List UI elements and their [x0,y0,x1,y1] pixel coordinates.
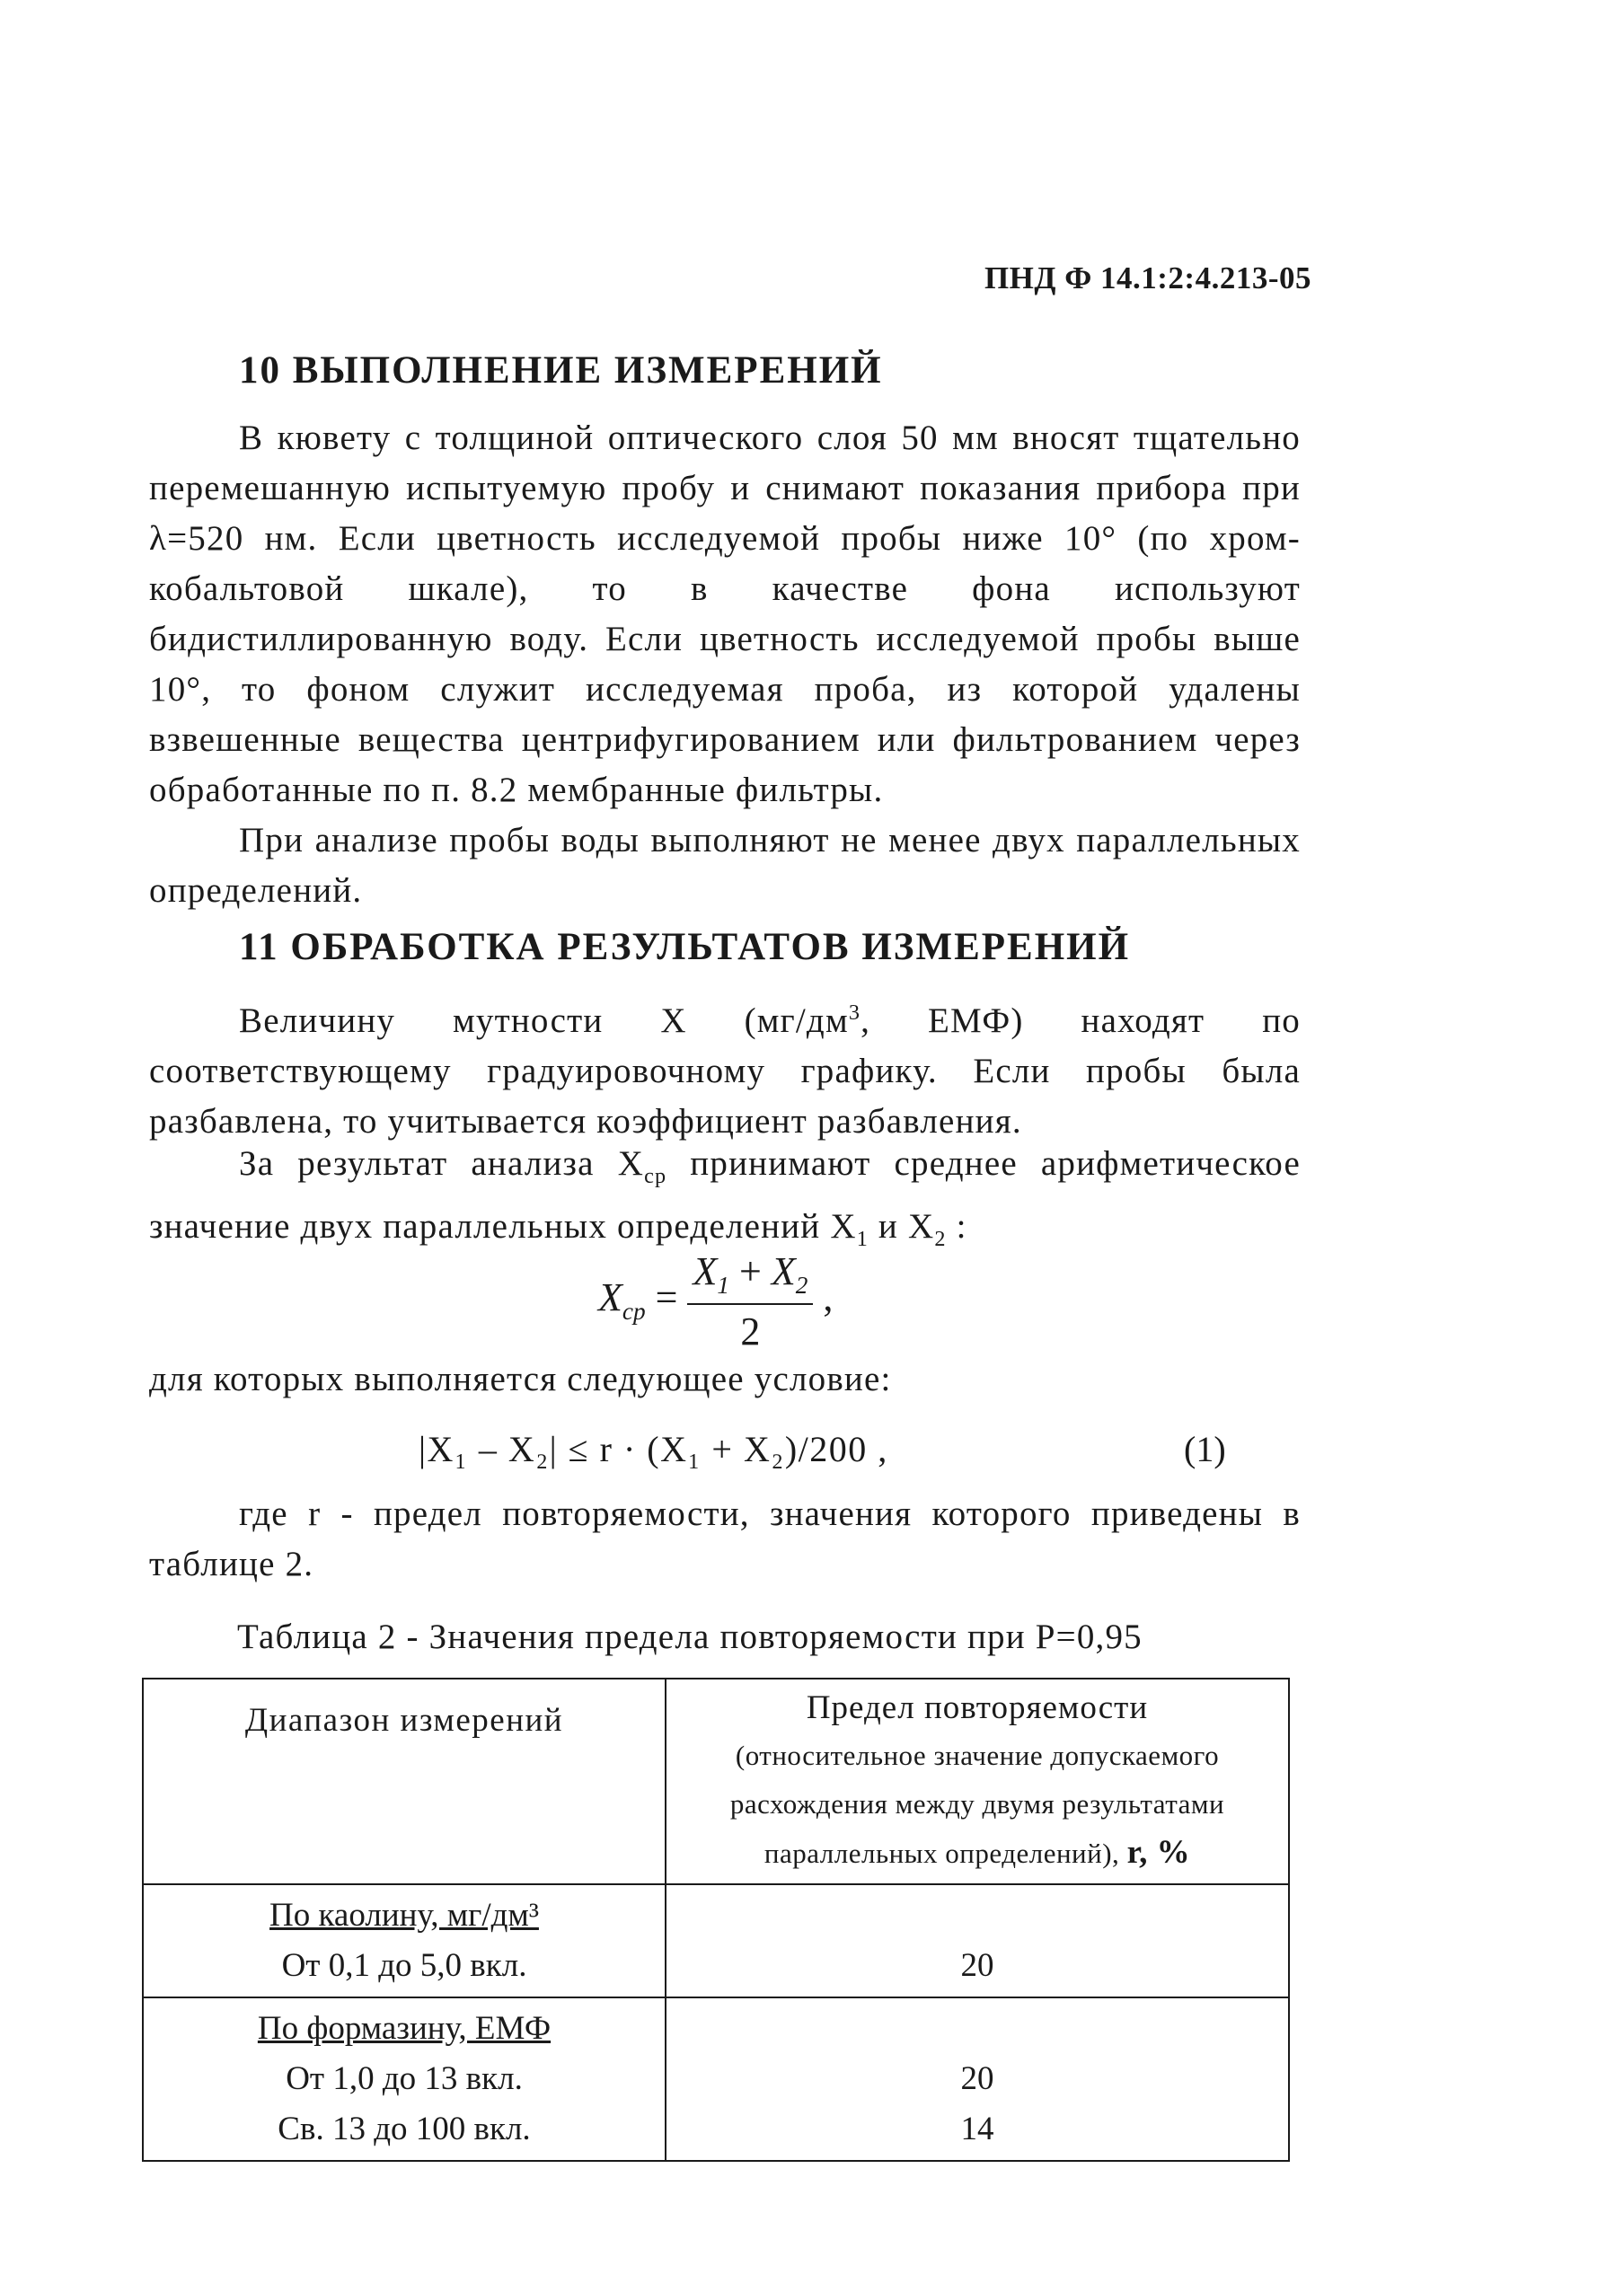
group-kaolin-values: 20 [666,1884,1289,1997]
col2-header: Предел повторяемости (относительное значение допускаемого расхождения между двумя результатами параллельных определений), r, % [666,1679,1289,1884]
document-code: ПНД Ф 14.1:2:4.213-05 [984,260,1311,295]
group-kaolin: По каолину, мг/дм³ От 0,1 до 5,0 вкл. [143,1884,666,1997]
col1-header: Диапазон измерений [143,1679,666,1884]
section-11-paragraph-2: За результат анализа $Х_{ср}$ принимают среднее арифметическое значение двух параллельных определений $Х_1$ и $Х_2$ : [149,1144,1301,1251]
where-clause: где r - предел повторяемости, значения которого приведены в таблице 2. [149,1494,1301,1583]
section-10-paragraph-2: При анализе пробы воды выполняют не менее двух параллельных определений. [149,821,1301,910]
group-formazin: По формазину, ЕМФ От 1,0 до 13 вкл. Св. 13 до 100 вкл. [143,1997,666,2161]
group-formazin-values: 20 14 [666,1997,1289,2161]
section-10-title: 10 ВЫПОЛНЕНИЕ ИЗМЕРЕНИЙ [239,349,883,392]
table-caption: Таблица 2 - Значения предела повторяемости при Р=0,95 [237,1618,1143,1656]
equation-number: (1) [1184,1429,1226,1469]
table-header-row [143,1679,1289,1884]
formula-fraction: $\frac{X_1 + X_2}{2}$ [687,1248,813,1354]
section-11-title: 11 ОБРАБОТКА РЕЗУЛЬТАТОВ ИЗМЕРЕНИЙ [239,926,1131,968]
condition-equation: |Х₁ – Х₂| ≤ r · (Х₁ + Х₂)/200 , [419,1429,888,1469]
section-10-paragraph-1: В кювету с толщиной оптического слоя 50 мм вносят тщательно перемешанную испытуемую пробу и снимают показания прибора при λ=520 нм. Если цветность исследуемой пробы ниже 10° (по хром-кобальтовой шкале), то в качестве фона используют бидистиллированную воду. Если цветность исследуемой пробы выше 10°, то фоном служит исследуемая проба, из которой удалены взвешенные вещества центрифугированием или фильтрованием через обработанные по п. 8.2 мембранные фильтры. [149,419,1301,809]
repeatability-table [142,1678,1290,2162]
table-row [143,1884,1289,1997]
condition-intro: для которых выполняется следующее условие: [149,1360,892,1398]
section-11-paragraph-1: Величину мутности Х ($мг/дм^3$, ЕМФ) находят по соответствующему градуировочному графику. Если пробы была разбавлена, то учитывается коэффициент разбавления. [149,1001,1301,1141]
table-row [143,1997,1289,2161]
mean-formula: $X_{cp}$ = $\frac{X_1 + X_2}{2}$ , [598,1249,834,1353]
